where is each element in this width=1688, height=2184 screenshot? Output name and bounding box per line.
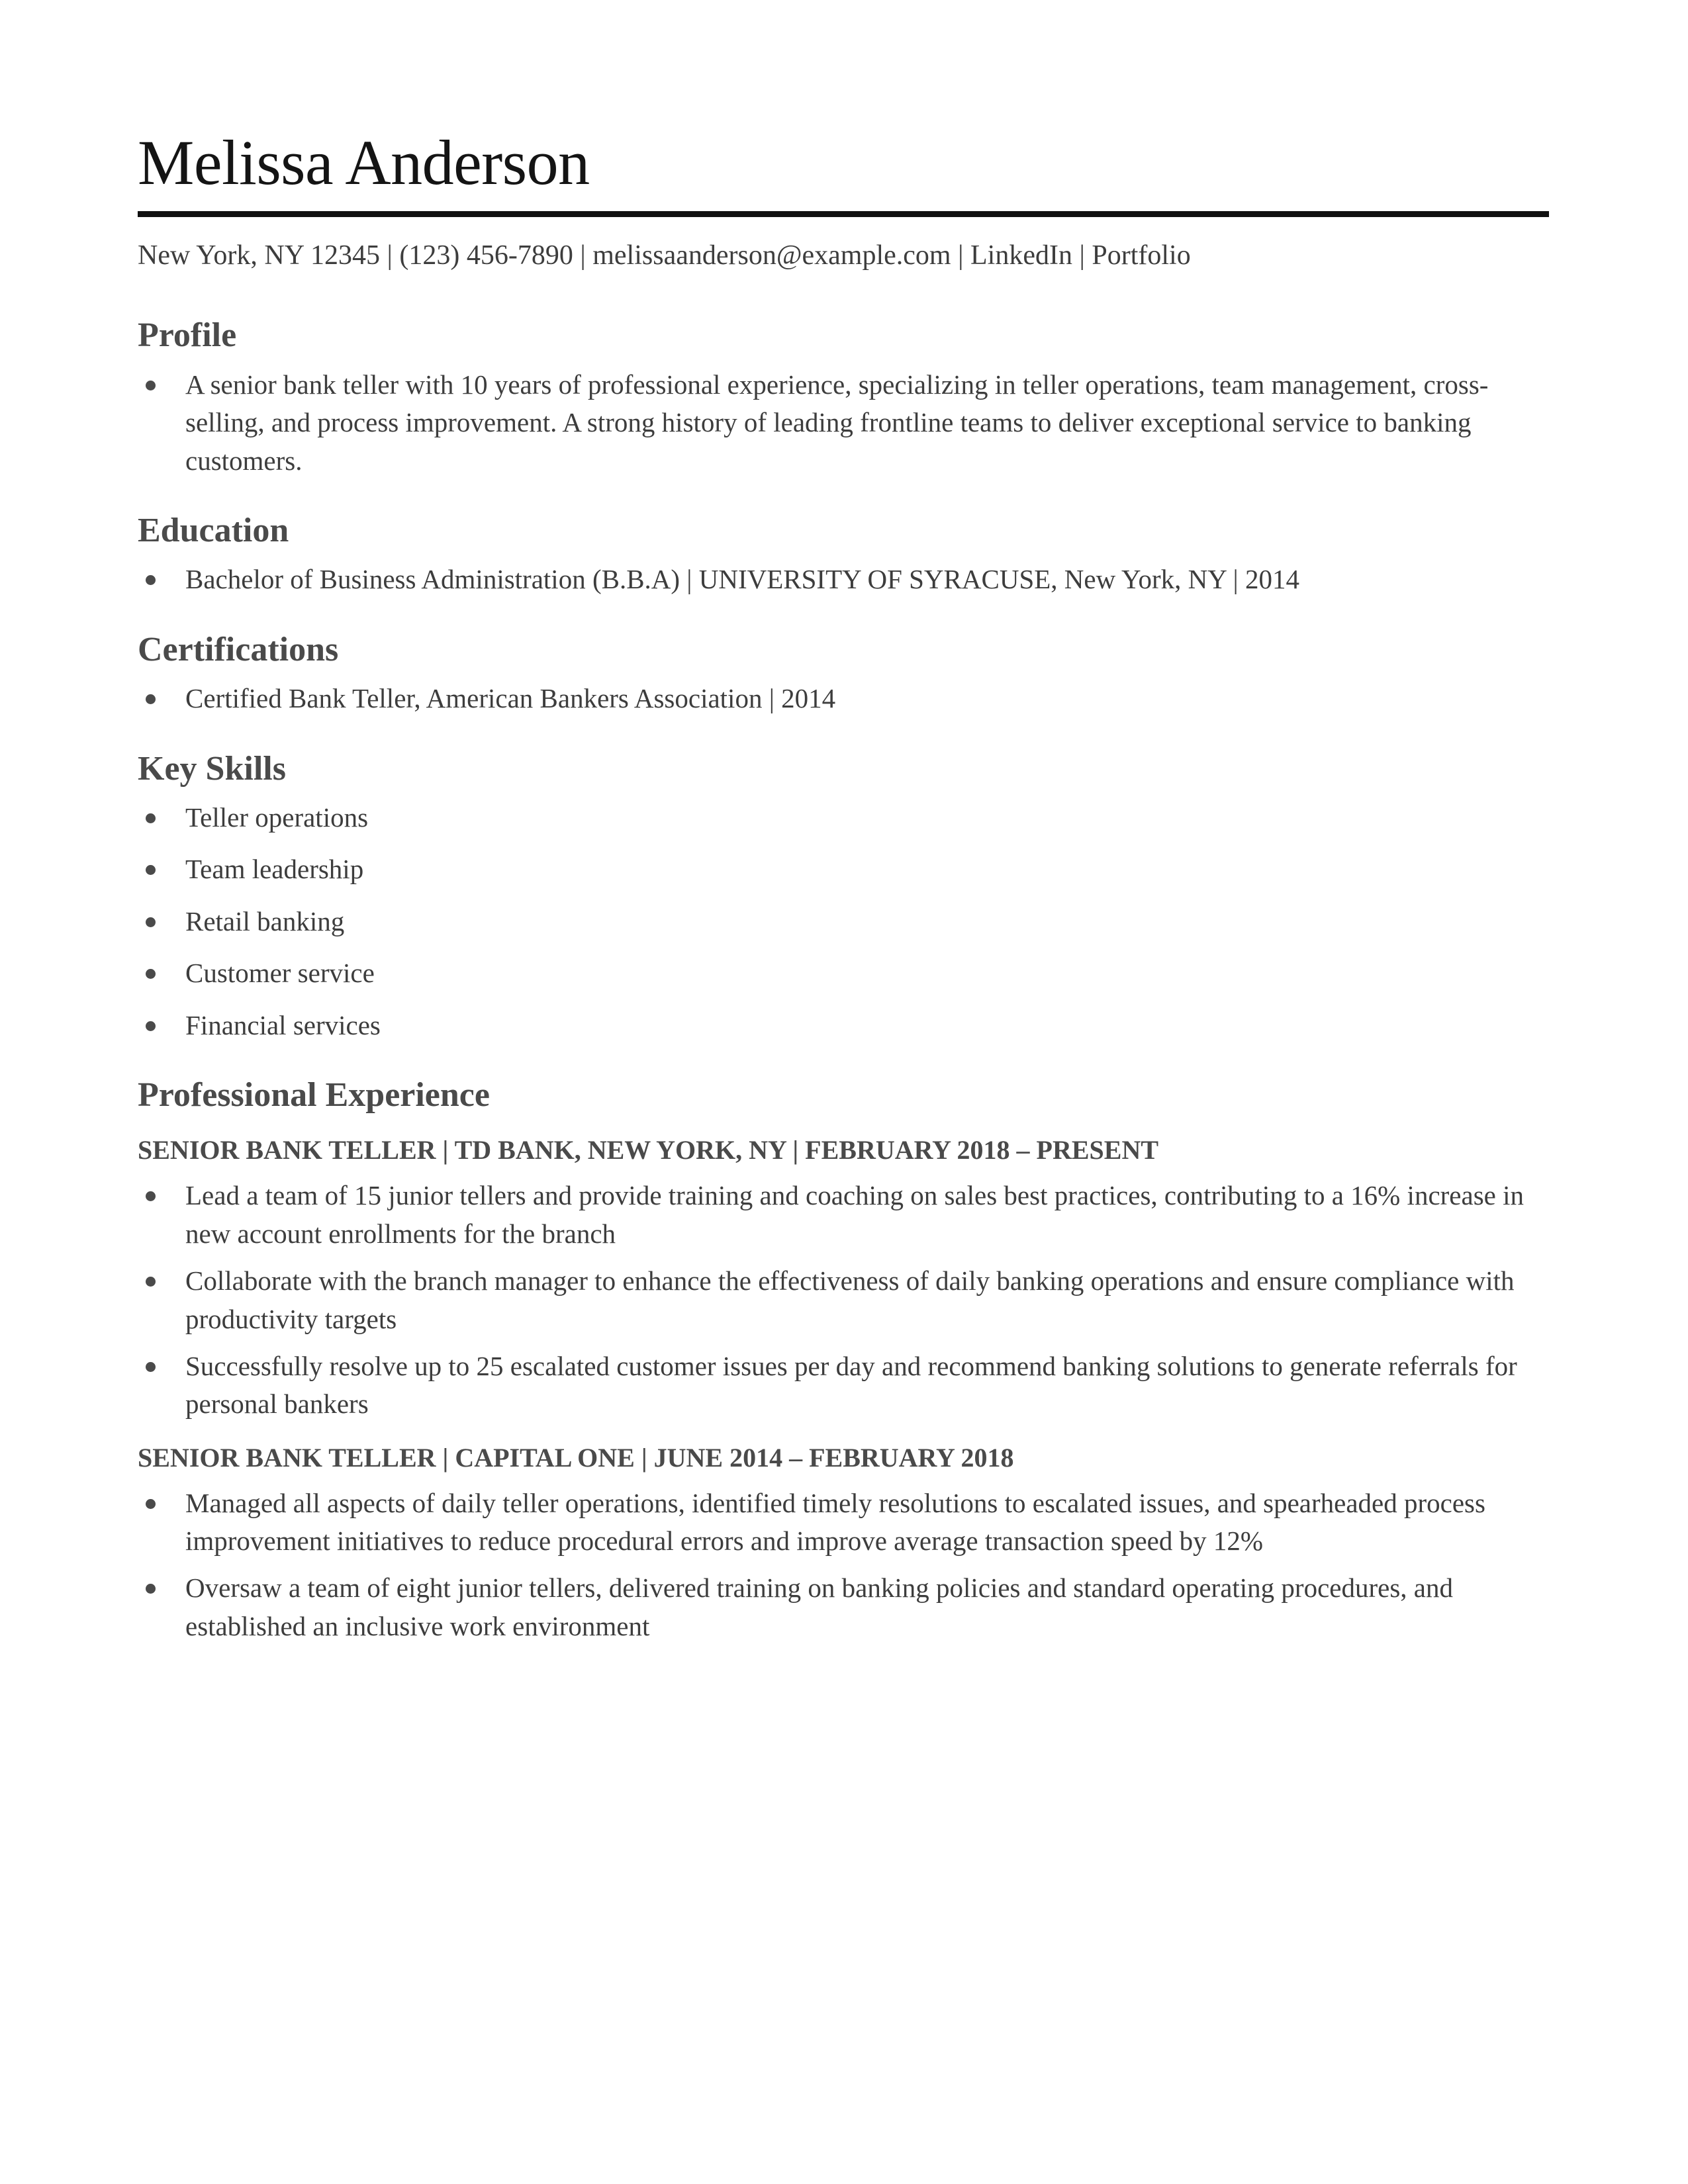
list-item: Certified Bank Teller, American Bankers Association | 2014 xyxy=(138,680,1549,717)
experience-entry xyxy=(138,1133,1549,1423)
key-skills-list xyxy=(138,799,1549,1044)
section-profile xyxy=(138,315,1549,480)
list-item: Financial services xyxy=(138,1007,1549,1044)
section-professional-experience xyxy=(138,1075,1549,1645)
list-item: Lead a team of 15 junior tellers and provide training and coaching on sales best practices, contributing to a 16% increase in new account enrollments for the branch xyxy=(138,1177,1549,1253)
education-list xyxy=(138,561,1549,598)
certifications-list xyxy=(138,680,1549,717)
contact-info-line: New York, NY 12345 | (123) 456-7890 | melissaanderson@example.com | LinkedIn | Portfolio xyxy=(138,240,1191,271)
job-duties-list xyxy=(138,1177,1549,1423)
header-divider xyxy=(138,211,1549,217)
list-item: Managed all aspects of daily teller operations, identified timely resolutions to escalated issues, and spearheaded process improvement initiatives to reduce procedural errors and improve average transaction speed by 12% xyxy=(138,1484,1549,1561)
section-certifications xyxy=(138,629,1549,718)
section-heading-certifications: Certifications xyxy=(138,630,339,668)
list-item: Teller operations xyxy=(138,799,1549,837)
section-heading-education: Education xyxy=(138,512,289,550)
job-duties-list xyxy=(138,1484,1549,1646)
list-item: A senior bank teller with 10 years of professional experience, specializing in teller operations, team management, cross-selling, and process improvement. A strong history of leading frontline teams to deliver exceptional service to banking customers. xyxy=(138,366,1509,480)
section-key-skills xyxy=(138,749,1549,1044)
list-item: Retail banking xyxy=(138,903,1549,940)
list-item: Customer service xyxy=(138,954,1549,992)
candidate-name: Melissa Anderson xyxy=(138,127,590,198)
list-item: Oversaw a team of eight junior tellers, delivered training on banking policies and standard operating procedures, and established an inclusive work environment xyxy=(138,1569,1549,1645)
section-heading-professional-experience: Professional Experience xyxy=(138,1075,490,1114)
list-item: Bachelor of Business Administration (B.B.A) | UNIVERSITY OF SYRACUSE, New York, NY | 2014 xyxy=(138,561,1549,598)
profile-list xyxy=(138,366,1549,480)
list-item: Collaborate with the branch manager to enhance the effectiveness of daily banking operations and ensure compliance with productivity targets xyxy=(138,1262,1549,1338)
job-title: SENIOR BANK TELLER | CAPITAL ONE | JUNE 2014 – FEBRUARY 2018 xyxy=(138,1442,1014,1473)
experience-entry xyxy=(138,1441,1549,1646)
job-title: SENIOR BANK TELLER | TD BANK, NEW YORK, NY | FEBRUARY 2018 – PRESENT xyxy=(138,1135,1159,1165)
list-item: Team leadership xyxy=(138,850,1549,888)
section-heading-key-skills: Key Skills xyxy=(138,749,286,788)
section-education xyxy=(138,510,1549,599)
section-heading-profile: Profile xyxy=(138,316,237,355)
list-item: Successfully resolve up to 25 escalated customer issues per day and recommend banking solutions to generate referrals for personal bankers xyxy=(138,1347,1549,1424)
